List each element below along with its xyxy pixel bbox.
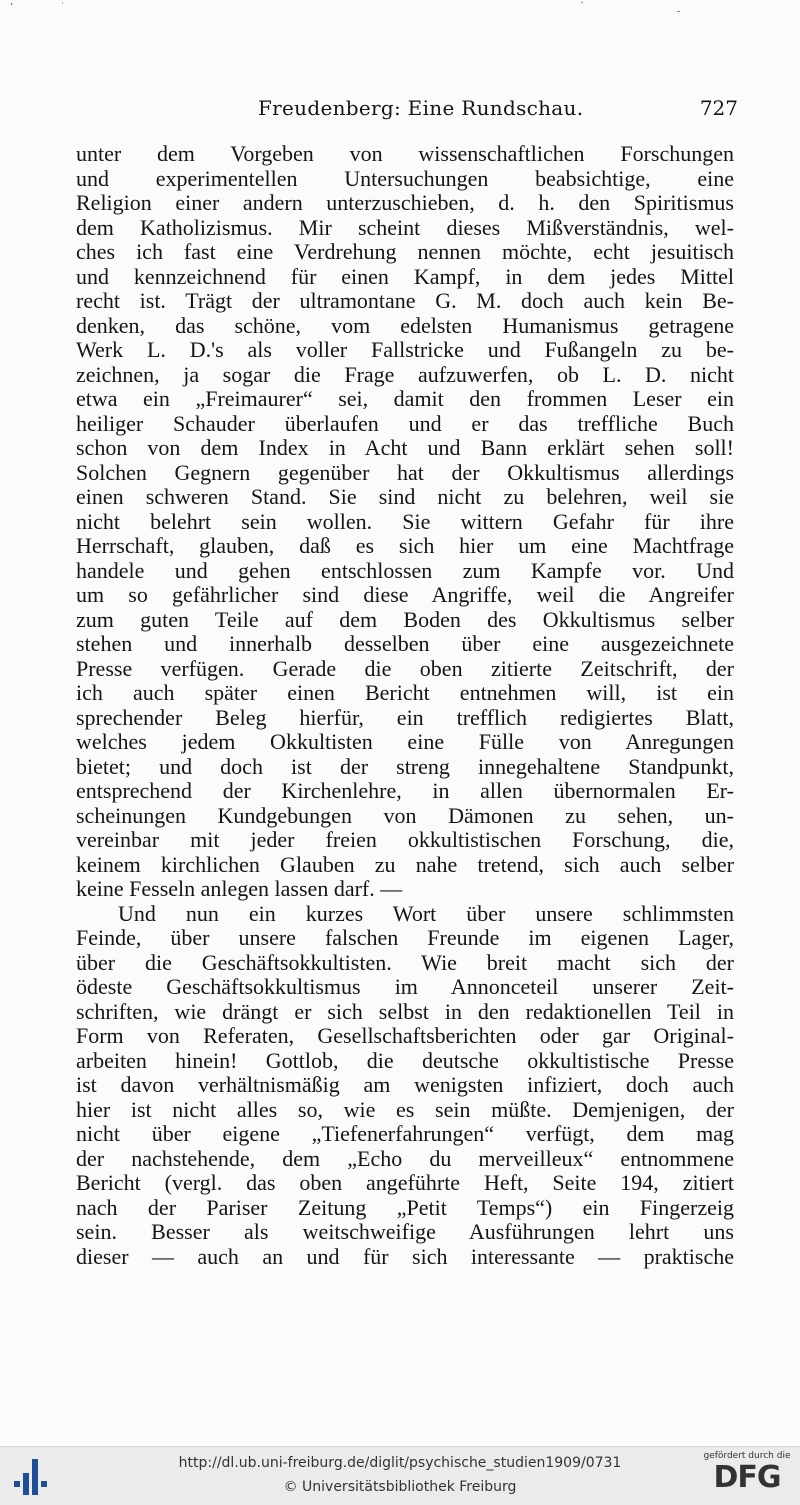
- text-line: bietet; und doch ist der streng innegehaltene Standpunkt,: [76, 753, 734, 779]
- text-line: nicht über eigene „Tiefenerfahrungen“ verfügt, dem mag: [76, 1121, 734, 1146]
- running-title: Freudenberg: Eine Rundschau.: [258, 96, 584, 120]
- text-line: keinem kirchlichen Glauben zu nahe tretend, sich auch selber: [76, 851, 734, 877]
- text-line: vereinbar mit jeder freien okkultistischen Forschung, die,: [76, 827, 734, 852]
- text-line: zum guten Teile auf dem Boden des Okkultismus selber: [76, 606, 734, 632]
- text-line: Solchen Gegnern gegenüber hat der Okkultismus allerdings: [76, 459, 734, 485]
- text-line: und kennzeichnend für einen Kampf, in dem jedes Mittel: [76, 263, 734, 289]
- scan-edge-marks: ‘ ˙ ˋ ˍ: [10, 2, 681, 13]
- text-line: Herrschaft, glauben, daß es sich hier um eine Machtfrage: [76, 533, 734, 558]
- text-line: sprechender Beleg hierfür, ein trefflich redigiertes Blatt,: [76, 704, 734, 730]
- text-line: schon von dem Index in Acht und Bann erklärt sehen soll!: [76, 435, 734, 460]
- funding-text: gefördert durch die: [703, 1451, 791, 1461]
- text-line: Und nun ein kurzes Wort über unsere schlimmsten: [118, 900, 734, 926]
- text-line: dieser — auch an und für sich interessante — praktische: [76, 1243, 734, 1269]
- text-line: einen schweren Stand. Sie sind nicht zu belehren, weil sie: [76, 484, 734, 509]
- dfg-logo-text: DFG: [713, 1460, 781, 1495]
- text-line: Religion einer andern unterzuschieben, d. h. den Spiritismus: [76, 190, 734, 215]
- text-line: etwa ein „Freimaurer“ sei, damit den frommen Leser ein: [76, 386, 734, 411]
- permalink-url[interactable]: http://dl.ub.uni-freiburg.de/diglit/psychische_studien1909/0731: [178, 1455, 622, 1471]
- text-line: um so gefährlicher sind diese Angriffe, weil die Angreifer: [76, 582, 734, 607]
- body-text: [76, 142, 734, 1269]
- copyright-notice: © Universitätsbibliothek Freiburg: [283, 1479, 517, 1495]
- text-line: ches ich fast eine Verdrehung nennen möchte, echt jesuitisch: [76, 239, 734, 264]
- text-line: heiliger Schauder überlaufen und er das treffliche Buch: [76, 410, 734, 436]
- text-line: Presse verfügen. Gerade die oben zitierte Zeitschrift, der: [76, 655, 734, 681]
- running-header: [258, 96, 738, 124]
- text-line: sein. Besser als weitschweifige Ausführungen lehrt uns: [76, 1219, 734, 1244]
- text-line: hier ist nicht alles so, wie es sein müßte. Demjenigen, der: [76, 1096, 734, 1122]
- text-line: ödeste Geschäftsokkultismus im Annonceteil unserer Zeit-: [76, 974, 734, 999]
- text-line: Werk L. D.'s als voller Fallstricke und Fußangeln zu be-: [76, 337, 734, 362]
- text-line: dem Katholizismus. Mir scheint dieses Mißverständnis, wel-: [76, 214, 734, 240]
- text-line: nicht belehrt sein wollen. Sie wittern Gefahr für ihre: [76, 508, 734, 534]
- text-line: recht ist. Trägt der ultramontane G. M. doch auch kein Be-: [76, 288, 734, 313]
- text-line: ist davon verhältnismäßig am wenigsten infiziert, doch auch: [76, 1072, 734, 1097]
- viewer-footer: [0, 1446, 800, 1505]
- text-line: handele und gehen entschlossen zum Kampfe vor. Und: [76, 557, 734, 583]
- text-line: schriften, wie drängt er sich selbst in den redaktionellen Teil in: [76, 998, 734, 1024]
- text-line: scheinungen Kundgebungen von Dämonen zu sehen, un-: [76, 802, 734, 828]
- text-line: der nachstehende, dem „Echo du merveilleux“ entnommene: [76, 1145, 734, 1171]
- text-line: entsprechend der Kirchenlehre, in allen übernormalen Er-: [76, 778, 734, 803]
- text-line: Form von Referaten, Gesellschaftsberichten oder gar Original-: [76, 1023, 734, 1048]
- text-line: nach der Pariser Zeitung „Petit Temps“) ein Fingerzeig: [76, 1194, 734, 1220]
- text-line: zeichnen, ja sogar die Frage aufzuwerfen, ob L. D. nicht: [76, 361, 734, 387]
- text-line: stehen und innerhalb desselben über eine ausgezeichnete: [76, 631, 734, 656]
- text-line: arbeiten hinein! Gottlob, die deutsche okkultistische Presse: [76, 1047, 734, 1073]
- text-line: über die Geschäftsokkultisten. Wie breit macht sich der: [76, 949, 734, 975]
- dfg-logo: [702, 1451, 792, 1501]
- text-line: und experimentellen Untersuchungen beabsichtige, eine: [76, 165, 734, 191]
- text-line: Feinde, über unsere falschen Freunde im eigenen Lager,: [76, 925, 734, 950]
- page-number: 727: [699, 96, 738, 120]
- text-line: ich auch später einen Bericht entnehmen will, ist ein: [76, 680, 734, 705]
- text-line: keine Fesseln anlegen lassen darf. —: [76, 876, 403, 901]
- text-line: Bericht (vergl. das oben angeführte Heft, Seite 194, zitiert: [76, 1170, 734, 1195]
- text-line: denken, das schöne, vom edelsten Humanismus getragene: [76, 312, 734, 338]
- text-line: unter dem Vorgeben von wissenschaftlichen Forschungen: [76, 141, 734, 166]
- text-line: welches jedem Okkultisten eine Fülle von Anregungen: [76, 729, 734, 754]
